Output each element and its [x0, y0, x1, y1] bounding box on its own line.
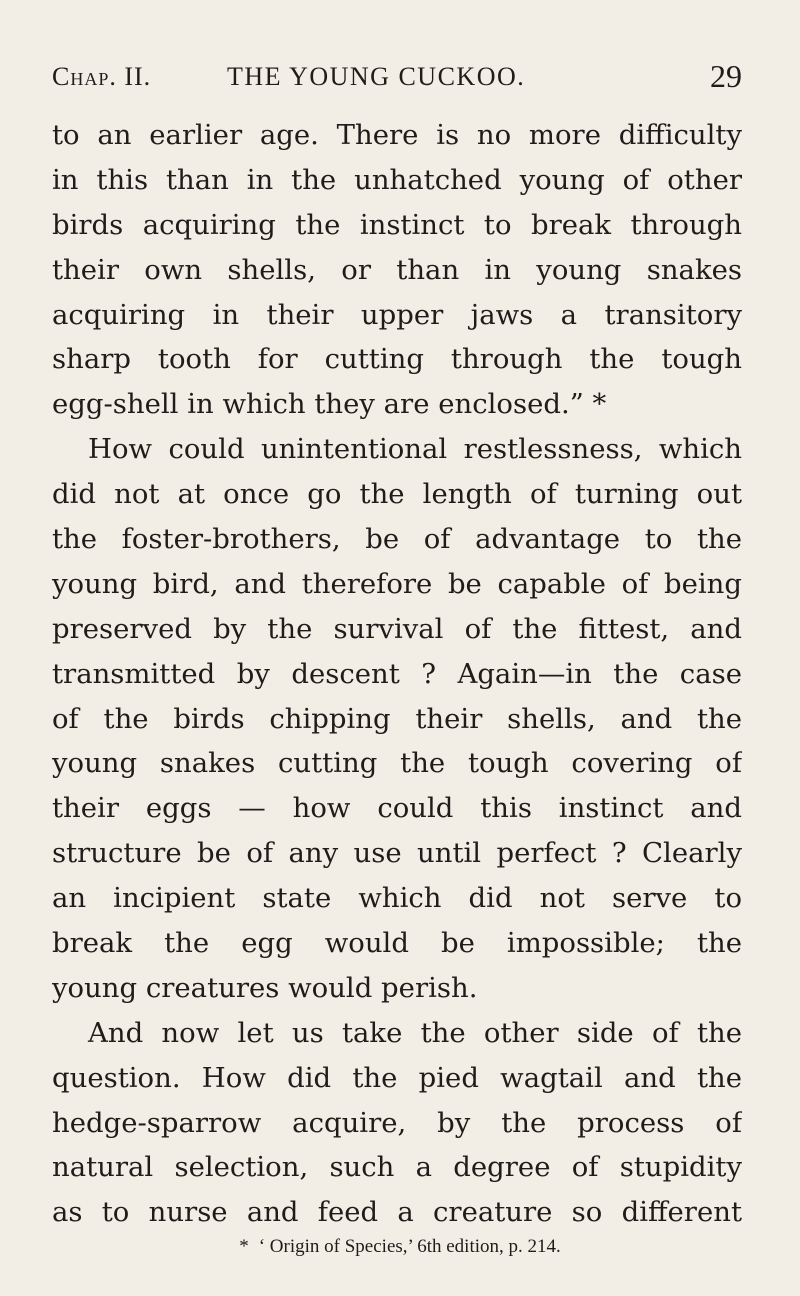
text-line: preserved by the survival of the fittest, and — [52, 612, 742, 645]
text-line: an incipient state which did not serve to — [52, 882, 742, 915]
text-line: transmitted by descent ? Again—in the case — [52, 657, 742, 690]
text-line: hedge-sparrow acquire, by the process of — [52, 1106, 742, 1139]
text-line: break the egg would be impossible; the — [52, 927, 742, 960]
text-line: young creatures would perish. — [52, 971, 478, 1004]
text-line: egg-shell in which they are enclosed.” * — [52, 388, 607, 421]
text-line: question. How did the pied wagtail and the — [52, 1061, 742, 1094]
text-line: birds acquiring the instinct to break through — [52, 208, 742, 241]
text-line: did not at once go the length of turning out — [52, 478, 742, 511]
text-line: young snakes cutting the tough covering of — [52, 747, 742, 780]
text-line: their eggs — how could this instinct and — [52, 792, 742, 825]
text-line: natural selection, such a degree of stupidity — [52, 1151, 742, 1184]
text-line: acquiring in their upper jaws a transitory — [52, 298, 742, 331]
text-line: structure be of any use until perfect ? Clearly — [52, 837, 742, 870]
text-line: How could unintentional restlessness, which — [88, 433, 742, 466]
running-header — [52, 58, 742, 102]
text-line: their own shells, or than in young snakes — [52, 253, 742, 286]
chapter-label: Chap. II. — [52, 62, 152, 91]
footnote-text: ‘ Origin of Species,’ 6th edition, p. 214. — [258, 1236, 561, 1257]
text-line: as to nurse and feed a creature so different — [52, 1196, 742, 1229]
footnote-mark: * — [239, 1236, 249, 1257]
text-line: And now let us take the other side of the — [88, 1016, 742, 1049]
text-line: the foster-brothers, be of advantage to the — [52, 523, 742, 556]
running-title: THE YOUNG CUCKOO. — [227, 62, 526, 91]
text-line: of the birds chipping their shells, and the — [52, 702, 742, 735]
text-line: in this than in the unhatched young of other — [52, 163, 742, 196]
footnote — [0, 1236, 800, 1258]
text-line: to an earlier age. There is no more difficulty — [52, 119, 742, 151]
page-number: 29 — [710, 58, 742, 94]
text-line: sharp tooth for cutting through the tough — [52, 343, 742, 376]
body-text — [52, 113, 742, 1235]
text-line: young bird, and therefore be capable of being — [52, 567, 742, 600]
